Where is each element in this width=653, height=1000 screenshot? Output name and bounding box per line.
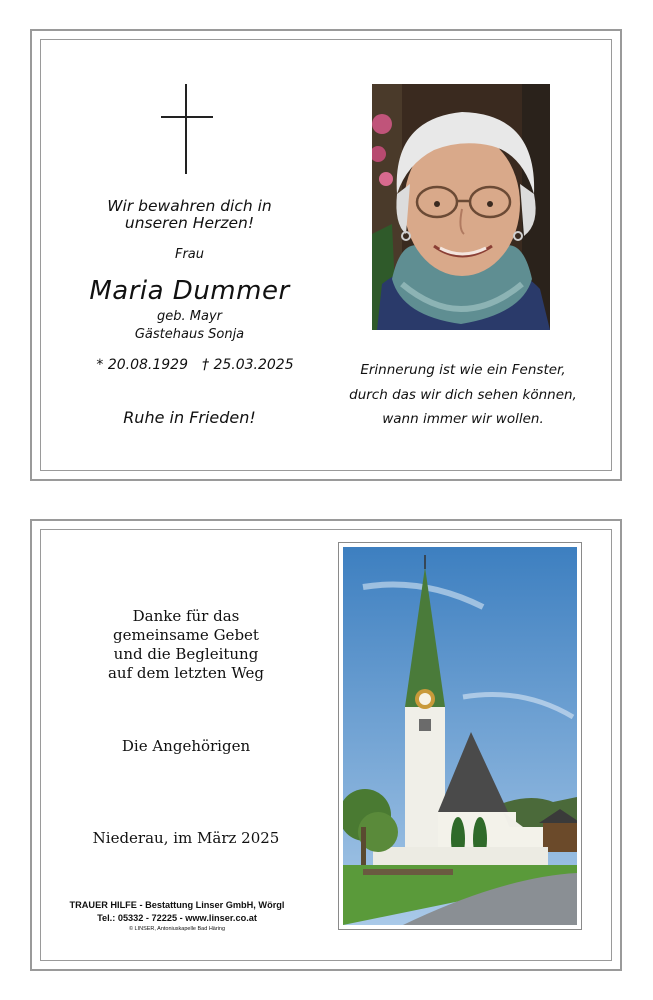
- back-card: [30, 519, 622, 971]
- church-photo: [343, 547, 577, 925]
- cross-icon: [161, 84, 213, 176]
- portrait-photo: [372, 84, 550, 330]
- funeral-home-name: TRAUER HILFE - Bestattung Linser GmbH, Wörgl: [69, 900, 285, 910]
- house-name: Gästehaus Sonja: [134, 327, 245, 342]
- place-and-date: Niederau, im März 2025: [92, 829, 280, 847]
- thanks-text: Danke für das gemeinsame Gebet und die Begleitung auf dem letzten Weg: [107, 607, 264, 682]
- family-signature: Die Angehörigen: [121, 737, 251, 755]
- death-date: † 25.03.2025: [202, 357, 294, 373]
- church-photo-frame: [338, 542, 582, 930]
- birth-date: * 20.08.1929: [96, 357, 188, 373]
- motto: Wir bewahren dich in unseren Herzen!: [107, 197, 272, 232]
- maiden-name: geb. Mayr: [157, 309, 222, 324]
- closing-line: Ruhe in Frieden!: [123, 408, 256, 427]
- photo-credit: © LINSER, Antoniuskapelle Bad Häring: [128, 926, 226, 932]
- funeral-home-contact: Tel.: 05332 - 72225 - www.linser.co.at: [97, 913, 257, 923]
- memorial-quote: Erinnerung ist wie ein Fenster, durch das wir dich sehen können, wann immer wir wollen.: [349, 362, 577, 427]
- salutation: Frau: [174, 247, 205, 262]
- life-dates: [70, 357, 320, 373]
- front-card: [30, 29, 622, 481]
- deceased-name: Maria Dummer: [89, 276, 290, 306]
